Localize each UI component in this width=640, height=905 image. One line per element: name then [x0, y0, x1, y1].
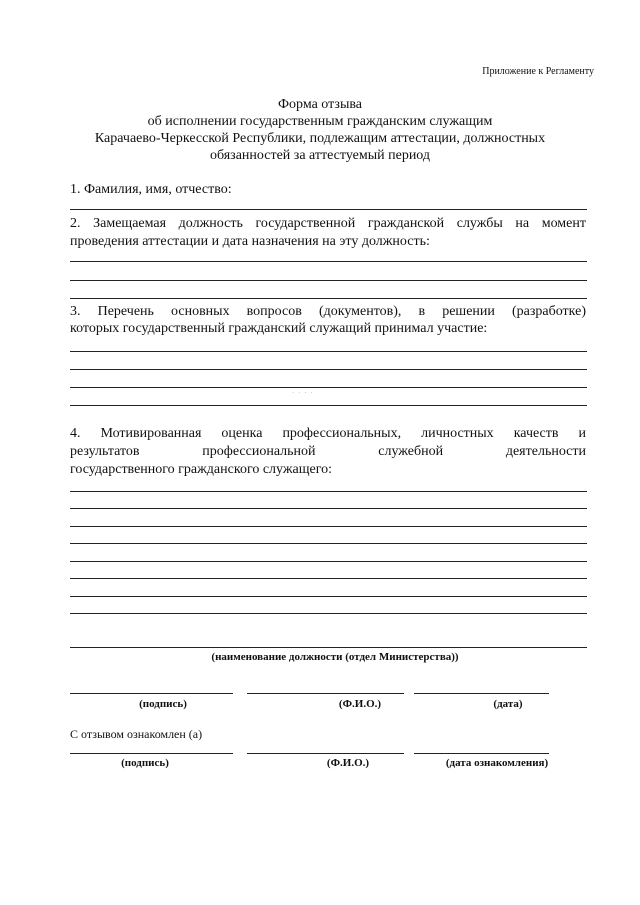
form-title-line-4: обязанностей за аттестуемый период: [209, 148, 431, 163]
scan-artifact: · · · ·: [292, 389, 314, 397]
section-3-label-line-1: 3. Перечень основных вопросов (документов), в решении (разработке): [70, 304, 586, 319]
fill-line[interactable]: [70, 405, 587, 406]
section-2-label-line-1: 2. Замещаемая должность государственной гражданской службы на момент: [70, 216, 586, 231]
appendix-label: Приложение к Регламенту: [482, 66, 594, 77]
fill-line[interactable]: [70, 526, 587, 527]
section-4-label-line-3: государственного гражданского служащего:: [70, 462, 333, 477]
form-title: Форма отзыва: [277, 97, 362, 112]
fill-line[interactable]: [70, 596, 587, 597]
fill-line[interactable]: [70, 298, 587, 299]
fill-line[interactable]: [70, 369, 587, 370]
section-4-label-line-1: 4. Мотивированная оценка профессиональных, личностных качеств и: [70, 426, 586, 441]
ack-name-caption: (Ф.И.О.): [326, 757, 370, 769]
position-caption: (наименование должности (отдел Министерства)): [211, 651, 459, 663]
acquainted-label: С отзывом ознакомлен (а): [70, 727, 203, 741]
ack-signature-caption: (подпись): [121, 757, 169, 769]
fill-line[interactable]: [70, 351, 587, 352]
date-line[interactable]: [414, 693, 549, 694]
ack-date-line[interactable]: [414, 753, 549, 754]
section-3-label-line-2: которых государственный гражданский служащий принимал участие:: [70, 321, 488, 336]
fill-line[interactable]: [70, 280, 587, 281]
fill-line[interactable]: [70, 578, 587, 579]
name-line[interactable]: [247, 693, 404, 694]
fill-line[interactable]: [70, 491, 587, 492]
section-2-label-line-2: проведения аттестации и дата назначения на эту должность:: [70, 234, 430, 249]
fill-line[interactable]: [70, 561, 587, 562]
fill-line[interactable]: [70, 508, 587, 509]
fill-line[interactable]: [70, 209, 587, 210]
form-title-line-3: Карачаево-Черкесской Республики, подлежащим аттестации, должностных: [94, 131, 546, 146]
signature-caption: (подпись): [139, 698, 187, 710]
date-caption: (дата): [493, 698, 523, 710]
signature-line[interactable]: [70, 693, 233, 694]
name-caption: (Ф.И.О.): [338, 698, 382, 710]
section-4-label-line-2: результатов профессиональной служебной деятельности: [70, 444, 586, 459]
fill-line[interactable]: [70, 613, 587, 614]
ack-name-line[interactable]: [247, 753, 404, 754]
section-1-label: 1. Фамилия, имя, отчество:: [70, 182, 232, 197]
form-title-line-2: об исполнении государственным гражданским служащим: [147, 114, 493, 129]
position-line[interactable]: [70, 647, 587, 648]
ack-date-caption: (дата ознакомления): [445, 757, 549, 769]
fill-line[interactable]: [70, 387, 587, 388]
fill-line[interactable]: [70, 543, 587, 544]
ack-signature-line[interactable]: [70, 753, 233, 754]
fill-line[interactable]: [70, 261, 587, 262]
